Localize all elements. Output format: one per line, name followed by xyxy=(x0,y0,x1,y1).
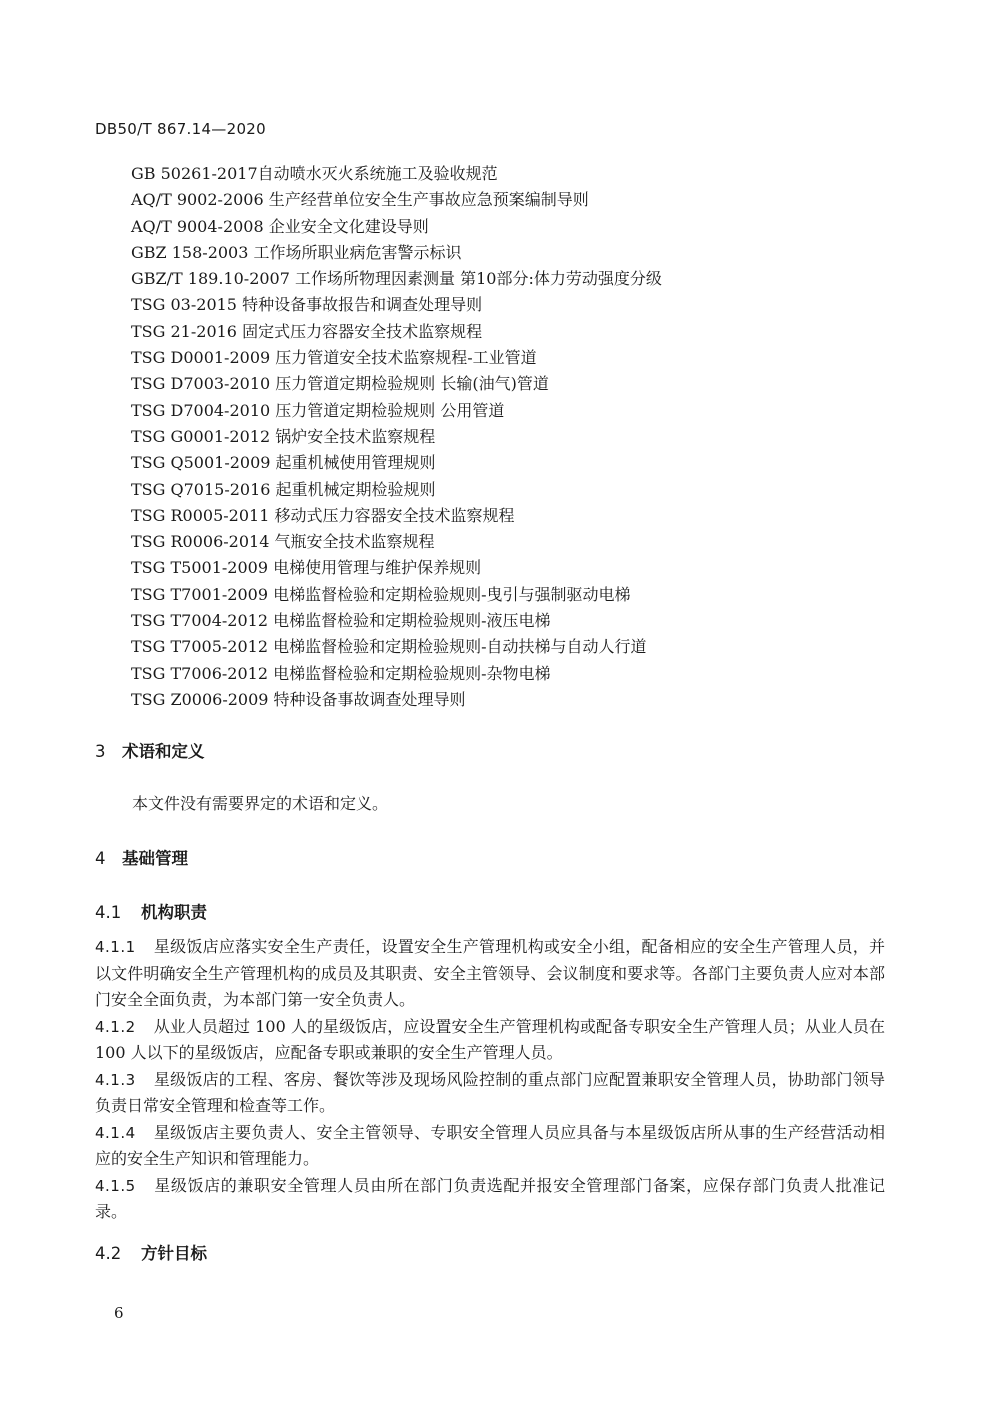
section-3-body: 本文件没有需要界定的术语和定义。 xyxy=(132,794,389,813)
reference-item: TSG Q5001-2009 起重机械使用管理规则 xyxy=(131,453,436,473)
section-number: 4 xyxy=(95,849,106,868)
section-title: 机构职责 xyxy=(141,903,207,922)
reference-list xyxy=(131,161,662,713)
section-number: 4.2 xyxy=(95,1244,122,1263)
section-title: 方针目标 xyxy=(141,1244,207,1263)
reference-item: TSG R0005-2011 移动式压力容器安全技术监察规程 xyxy=(131,505,515,525)
section-4-1-heading xyxy=(95,899,207,923)
reference-item: TSG 03-2015 特种设备事故报告和调查处理导则 xyxy=(131,295,483,315)
section-4-2-heading xyxy=(95,1240,207,1264)
reference-item: TSG G0001-2012 锅炉安全技术监察规程 xyxy=(131,426,436,446)
clause-number: 4.1.3 xyxy=(95,1070,136,1089)
document-code: DB50/T 867.14—2020 xyxy=(95,120,266,138)
section-title: 基础管理 xyxy=(122,849,188,868)
reference-item: TSG T7004-2012 电梯监督检验和定期检验规则-液压电梯 xyxy=(131,611,551,631)
section-3-heading xyxy=(95,738,205,762)
clause-number: 4.1.2 xyxy=(95,1017,136,1036)
reference-item: TSG D0001-2009 压力管道安全技术监察规程-工业管道 xyxy=(131,348,537,368)
clause-text: 从业人员超过 100 人的星级饭店，应设置安全生产管理机构或配备专职安全生产管理人员；从业人员在 100 人以下的星级饭店，应配备专职或兼职的安全生产管理人员。 xyxy=(95,1016,885,1062)
section-number: 4.1 xyxy=(95,903,122,922)
section-title: 术语和定义 xyxy=(122,742,205,761)
clause-text: 星级饭店的兼职安全管理人员由所在部门负责选配并报安全管理部门备案，应保存部门负责人批准记录。 xyxy=(95,1175,885,1221)
reference-item: AQ/T 9004-2008 企业安全文化建设导则 xyxy=(131,216,429,236)
reference-item: TSG Q7015-2016 起重机械定期检验规则 xyxy=(131,479,436,499)
reference-item: GBZ/T 189.10-2007 工作场所物理因素测量 第10部分:体力劳动强度分级 xyxy=(131,269,662,289)
reference-item: TSG T7005-2012 电梯监督检验和定期检验规则-自动扶梯与自动人行道 xyxy=(131,637,647,657)
page-number: 6 xyxy=(114,1304,124,1322)
reference-item: TSG D7003-2010 压力管道定期检验规则 长输(油气)管道 xyxy=(131,374,549,394)
reference-item: TSG 21-2016 固定式压力容器安全技术监察规程 xyxy=(131,321,483,341)
clause-number: 4.1.1 xyxy=(95,938,136,956)
reference-item: GBZ 158-2003 工作场所职业病危害警示标识 xyxy=(131,242,462,262)
clause-list xyxy=(95,934,885,1226)
reference-item: TSG D7004-2010 压力管道定期检验规则 公用管道 xyxy=(131,400,505,420)
clause xyxy=(95,1067,885,1120)
reference-item: TSG T7006-2012 电梯监督检验和定期检验规则-杂物电梯 xyxy=(131,663,551,683)
clause xyxy=(95,934,885,1014)
reference-item: TSG R0006-2014 气瓶安全技术监察规程 xyxy=(131,532,435,552)
reference-item: TSG Z0006-2009 特种设备事故调查处理导则 xyxy=(131,689,466,709)
reference-item: AQ/T 9002-2006 生产经营单位安全生产事故应急预案编制导则 xyxy=(131,190,589,210)
clause-text: 星级饭店主要负责人、安全主管领导、专职安全管理人员应具备与本星级饭店所从事的生产经营活动相应的安全生产知识和管理能力。 xyxy=(95,1122,885,1168)
clause xyxy=(95,1120,885,1173)
reference-item: TSG T5001-2009 电梯使用管理与维护保养规则 xyxy=(131,558,482,578)
clause-number: 4.1.4 xyxy=(95,1123,136,1142)
section-4-heading xyxy=(95,845,188,869)
reference-item: TSG T7001-2009 电梯监督检验和定期检验规则-曳引与强制驱动电梯 xyxy=(131,584,631,604)
clause-number: 4.1.5 xyxy=(95,1176,136,1195)
reference-item: GB 50261-2017自动喷水灭火系统施工及验收规范 xyxy=(131,164,498,183)
clause xyxy=(95,1014,885,1067)
clause-text: 星级饭店的工程、客房、餐饮等涉及现场风险控制的重点部门应配置兼职安全管理人员，协助部门领导负责日常安全管理和检查等工作。 xyxy=(95,1069,885,1115)
clause-text: 星级饭店应落实安全生产责任，设置安全生产管理机构或安全小组，配备相应的安全生产管理人员，并以文件明确安全生产管理机构的成员及其职责、安全主管领导、会议制度和要求等。各部门主要负责人应对本部门安全全面负责，为本部门第一安全负责人。 xyxy=(95,937,885,1009)
section-number: 3 xyxy=(95,742,106,761)
clause xyxy=(95,1173,885,1226)
